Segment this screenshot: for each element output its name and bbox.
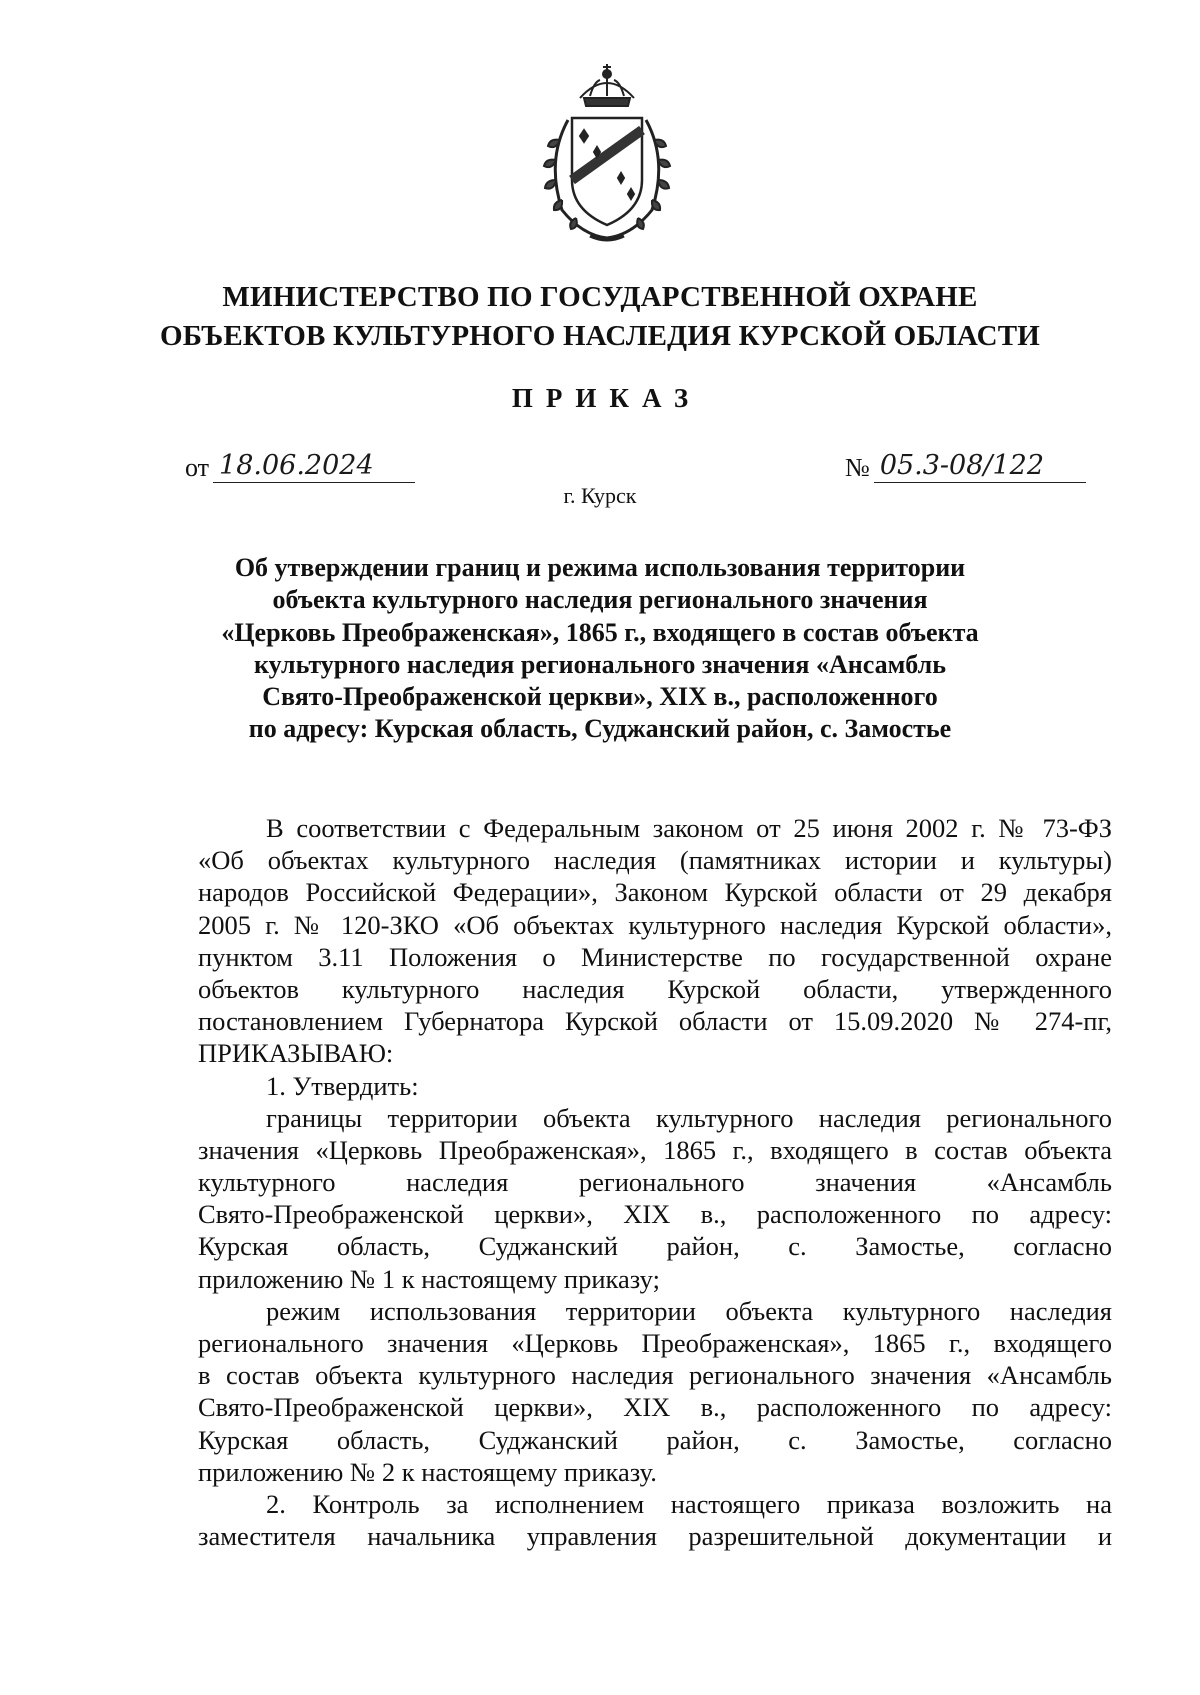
item-1-title: 1. Утвердить: [266, 1070, 419, 1101]
order-number-line [845, 450, 1086, 483]
body-line: народов Российской Федерации», Законом Курской области от 29 декабря [198, 877, 1112, 908]
body-line: В соответствии с Федеральным законом от 25 июня 2002 г. № 73-ФЗ [266, 813, 1112, 843]
body-line: пунктом 3.11 Положения о Министерстве по государственной охране [198, 941, 1112, 972]
body-line: границы территории объекта культурного наследия регионального [266, 1102, 1112, 1133]
body-line: ПРИКАЗЫВАЮ: [198, 1038, 394, 1069]
body-line: Свято-Преображенской церкви», XIX в., расположенного по адресу: [198, 1199, 1112, 1230]
body-line: приложению № 2 к настоящему приказу. [198, 1456, 657, 1487]
body-line: культурного наследия регионального значения «Ансамбль [198, 1167, 1112, 1198]
body-line: Курская область, Суджанский район, с. Замостье, согласно [198, 1231, 1112, 1262]
city: г. Курск [563, 483, 637, 508]
date-prefix: от [185, 453, 210, 482]
body-line: Свято-Преображенской церкви», XIX в., расположенного по адресу: [198, 1392, 1112, 1423]
ministry-name-line-2: ОБЪЕКТОВ КУЛЬТУРНОГО НАСЛЕДИЯ КУРСКОЙ ОБЛАСТИ [159, 320, 1041, 352]
body-line: постановлением Губернатора Курской области от 15.09.2020 № 274-пг, [198, 1006, 1112, 1037]
body-line: приложению № 1 к настоящему приказу; [198, 1263, 660, 1294]
ministry-name [100, 278, 1100, 356]
body-line: 2. Контроль за исполнением настоящего приказа возложить на [266, 1488, 1112, 1519]
kursk-coat-of-arms-icon [532, 60, 682, 245]
body-line: Курская область, Суджанский район, с. Замостье, согласно [198, 1424, 1112, 1455]
order-date-line [185, 450, 415, 483]
subject-line: по адресу: Курская область, Суджанский район, с. Замостье [248, 714, 952, 744]
body-line: 2005 г. № 120-ЗКО «Об объектах культурного наследия Курской области», [198, 909, 1112, 940]
subject-line: Об утверждении границ и режима использования территории [234, 553, 966, 582]
body-line: режим использования территории объекта культурного наследия [266, 1295, 1112, 1326]
subject-line: объекта культурного наследия регионального значения [272, 585, 928, 615]
order-number-handwritten: 05.3-08/122 [874, 450, 1086, 483]
subject-line: «Церковь Преображенская», 1865 г., входящего в состав объекта [221, 617, 979, 647]
body-line: «Об объектах культурного наследия (памятниках истории и культуры) [198, 845, 1112, 876]
order-title: ПРИКАЗ [511, 383, 702, 413]
body-line: в состав объекта культурного наследия регионального значения «Ансамбль [198, 1360, 1112, 1391]
subject-line: Свято-Преображенской церкви», XIX в., расположенного [262, 682, 938, 712]
order-date-handwritten: 18.06.2024 [213, 450, 415, 483]
order-subject [160, 552, 1040, 746]
order-body [198, 812, 1112, 1552]
number-prefix: № [845, 453, 870, 482]
subject-line: культурного наследия регионального значения «Ансамбль [254, 649, 946, 679]
body-line: регионального значения «Церковь Преображенская», 1865 г., входящего [198, 1328, 1112, 1358]
body-line: значения «Церковь Преображенская», 1865 г., входящего в состав объекта [198, 1134, 1112, 1165]
body-line: заместителя начальника управления разрешительной документации и [198, 1521, 1112, 1552]
body-line: объектов культурного наследия Курской области, утвержденного [198, 973, 1112, 1004]
ministry-name-line-1: МИНИСТЕРСТВО ПО ГОСУДАРСТВЕННОЙ ОХРАНЕ [222, 281, 978, 313]
